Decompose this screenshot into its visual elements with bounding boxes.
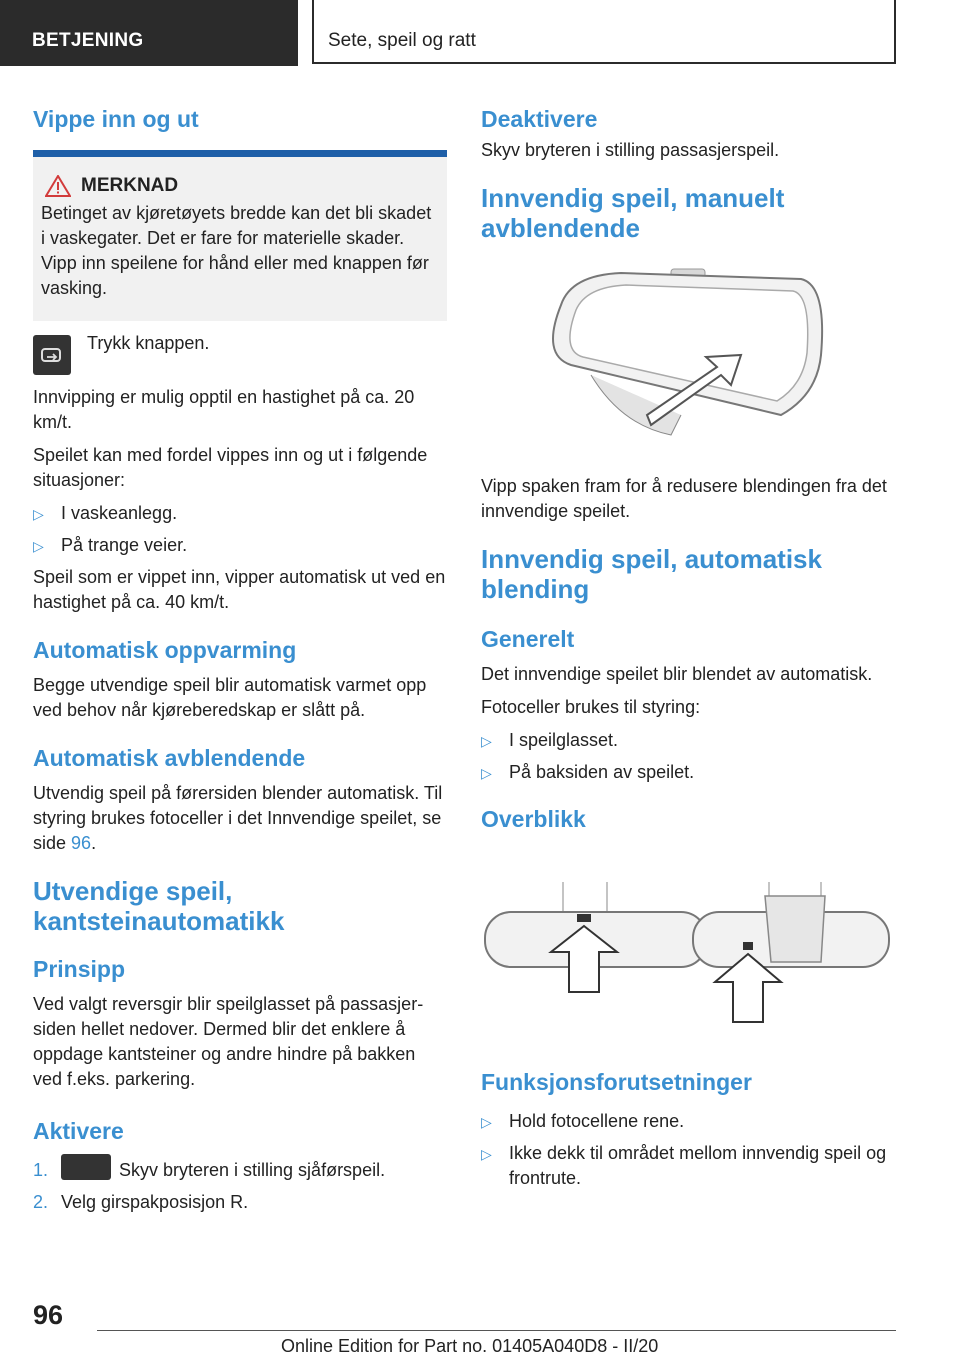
page-link[interactable]: 96 xyxy=(71,833,92,853)
heating-text: Begge utvendige speil blir automatisk varmet opp ved behov når kjøreberedskap er slått på. xyxy=(33,675,427,720)
heading-principle: Prinsipp xyxy=(33,956,126,982)
page-header xyxy=(0,0,960,66)
press-button-row xyxy=(33,335,447,375)
heading-fold: Vippe inn og ut xyxy=(33,106,199,132)
list-item: ▷ Hold fotocellene rene. xyxy=(481,1109,895,1135)
heading-manual: Innvendig speil, manuelt avblendende xyxy=(481,183,785,243)
triangle-bullet-icon: ▷ xyxy=(481,765,492,781)
note-text: Betinget av kjøretøyets bredde kan det bli skadet i vaskegater. Det er fare for materielle skader. Vipp inn speilene for hånd eller med knappen før vasking. xyxy=(41,203,432,298)
heading-general: Generelt xyxy=(481,626,575,652)
triangle-bullet-icon: ▷ xyxy=(33,506,44,522)
triangle-bullet-icon: ▷ xyxy=(33,538,44,554)
heading-deactivate: Deaktivere xyxy=(481,106,598,132)
right-column xyxy=(481,100,895,1197)
photocells-list xyxy=(481,728,895,786)
speed-text: Innvipping er mulig opptil en hastighet på ca. 20 km/t. xyxy=(33,387,415,432)
left-column xyxy=(33,100,447,1221)
heading-overview: Overblikk xyxy=(481,806,586,832)
situations-list xyxy=(33,501,447,559)
note-box xyxy=(33,150,447,321)
mirror-fold-button-icon xyxy=(33,335,71,375)
heading-heating: Automatisk oppvarming xyxy=(33,637,297,663)
list-item: ▷ I vaskeanlegg. xyxy=(33,501,447,527)
principle-text: Ved valgt reversgir blir speilglasset på passasjersiden hellet nedover. Dermed blir det enklere å oppdage kantsteiner og andre hindre på bakken ved f.eks. parkering. xyxy=(33,994,424,1089)
mirror-manual-image xyxy=(531,265,831,455)
dimming-text: Utvendig speil på førersiden blender automatisk. Til styring brukes fotoceller i det Innvendige speilet, se side 96. xyxy=(33,783,443,853)
general-text: Det innvendige speilet blir blendet av automatisk. xyxy=(481,664,873,684)
chapter-label: Sete, speil og ratt xyxy=(312,0,896,64)
manual-text: Vipp spaken fram for å redusere blendingen fra det innvendige speilet. xyxy=(481,476,887,521)
auto-out-text: Speil som er vippet inn, vipper automatisk ut ved en hastighet på ca. 40 km/t. xyxy=(33,567,446,612)
warning-icon xyxy=(45,175,71,197)
page-number: 96 xyxy=(33,1300,64,1330)
heading-activate: Aktivere xyxy=(33,1118,124,1144)
activate-steps xyxy=(33,1158,447,1215)
triangle-bullet-icon: ▷ xyxy=(481,733,492,749)
triangle-bullet-icon: ▷ xyxy=(481,1146,492,1162)
list-item: ▷ I speilglasset. xyxy=(481,728,895,754)
photocells-intro: Fotoceller brukes til styring: xyxy=(481,697,701,717)
deactivate-text: Skyv bryteren i stilling passasjerspeil. xyxy=(481,140,780,160)
note-header xyxy=(41,175,433,197)
heading-dimming: Automatisk avblendende xyxy=(33,745,306,771)
list-item: ▷ På baksiden av speilet. xyxy=(481,760,895,786)
section-label: BETJENING xyxy=(0,0,298,66)
footer-divider xyxy=(97,1330,896,1331)
requirements-list xyxy=(481,1109,895,1191)
press-text: Trykk knappen. xyxy=(87,333,210,353)
list-item: ▷ På trange veier. xyxy=(33,533,447,559)
note-title: MERKNAD xyxy=(81,175,179,196)
triangle-bullet-icon: ▷ xyxy=(481,1114,492,1130)
list-item: ▷ Ikke dekk til området mellom innvendig speil og frontrute. xyxy=(481,1141,895,1191)
mirror-overview-image xyxy=(481,882,895,1032)
heading-kerb: Utvendige speil, kantsteinautomatikk xyxy=(33,876,285,936)
list-item: 1. Skyv bryteren i stilling sjåførspeil. xyxy=(33,1158,447,1184)
list-item: 2. Velg girspakposisjon R. xyxy=(33,1192,249,1213)
edition-text: Online Edition for Part no. 01405A040D8 - II/20 xyxy=(281,1336,659,1356)
heading-auto: Innvendig speil, automatisk blending xyxy=(481,544,822,604)
situations-intro: Speilet kan med fordel vippes inn og ut i følgende situasjoner: xyxy=(33,445,428,490)
mirror-switch-icon xyxy=(61,1154,111,1180)
heading-requirements: Funksjonsforutsetninger xyxy=(481,1069,752,1095)
